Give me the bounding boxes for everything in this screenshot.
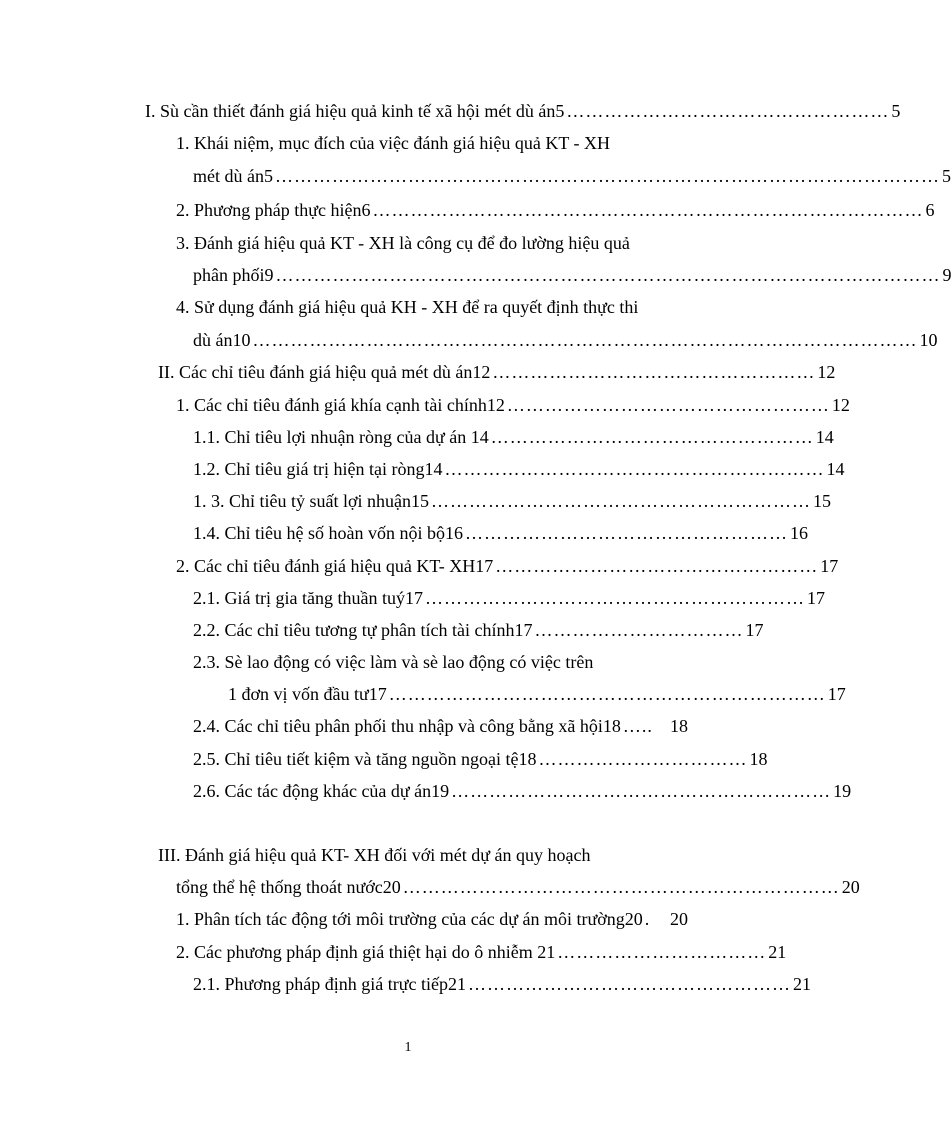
toc-entry-3-2-1	[193, 969, 811, 995]
toc-entry-text: 2.4. Các chỉ tiêu phân phối thu nhập và công bằng xã hội18	[193, 716, 621, 736]
toc-leader: ……………………………………………	[566, 101, 890, 121]
toc-leader: …..	[622, 716, 653, 736]
toc-page-number: 18	[670, 716, 688, 736]
toc-entry-1-3-cont	[193, 260, 952, 286]
toc-leader: ……………………………………………	[495, 556, 819, 576]
toc-page-number: 17	[806, 588, 825, 608]
toc-entry-text: 1. Các chỉ tiêu đánh giá khía cạnh tài chính12	[176, 395, 505, 415]
toc-entry-1-3	[176, 228, 630, 254]
toc-entry-text: 2. Các phương pháp định giá thiệt hại do ô nhiễm 21	[176, 942, 556, 962]
toc-page-number: 21	[768, 942, 787, 962]
toc-entry-text: III. Đánh giá hiệu quả KT- XH đối với mét dự án quy hoạch	[158, 845, 591, 865]
toc-page-number: 5	[891, 101, 901, 121]
toc-leader: ……………………………………………………	[444, 459, 825, 479]
toc-entry-text: 1.1. Chỉ tiêu lợi nhuận ròng của dự án 14	[193, 427, 489, 447]
toc-entry-1-4-cont	[193, 325, 938, 351]
toc-page-number: 17	[820, 556, 839, 576]
toc-page-number: 15	[813, 491, 832, 511]
toc-entry-text: I. Sù cần thiết đánh giá hiệu quả kinh tế xã hội mét dù án5	[145, 101, 565, 121]
toc-entry-text: 2.2. Các chỉ tiêu tương tự phân tích tài chính17	[193, 620, 533, 640]
toc-entry-text: 4. Sử dụng đánh giá hiệu quả KH - XH để ra quyết định thực thi	[176, 297, 639, 317]
toc-leader: ……………………………………………	[490, 427, 814, 447]
toc-entry-text: 1 đơn vị vốn đầu tư17	[228, 684, 387, 704]
toc-leader: ……………………………………………………………………………………………	[252, 330, 918, 350]
toc-entry-text: 1. 3. Chỉ tiêu tỷ suất lợi nhuận15	[193, 491, 430, 511]
toc-entry-2-1	[176, 390, 850, 416]
toc-page-number: 14	[826, 459, 845, 479]
toc-entry-2-1-2	[193, 454, 845, 480]
toc-page-number: 18	[749, 749, 768, 769]
toc-leader: ……………………………	[557, 942, 767, 962]
toc-leader: ……………………………	[534, 620, 744, 640]
toc-leader: ……………………………………………………	[431, 491, 812, 511]
toc-entry-text: 2.6. Các tác động khác của dự án19	[193, 781, 450, 801]
toc-page-number: 10	[919, 330, 938, 350]
toc-leader: ……………………………………………………………	[402, 877, 840, 897]
toc-page-number: 17	[745, 620, 764, 640]
toc-page-number: 12	[831, 395, 850, 415]
toc-entry-text: tổng thể hệ thống thoát nước20	[176, 877, 401, 897]
toc-page-number: 14	[815, 427, 834, 447]
toc-page-number: 17	[827, 684, 846, 704]
toc-entry-2-1-3	[193, 486, 832, 512]
toc-page-number: 21	[793, 974, 811, 994]
toc-entry-2-2-3	[193, 647, 593, 673]
toc-leader: ……………………………………………………………………………………………	[275, 265, 941, 285]
toc-leader: .	[644, 909, 651, 929]
toc-entry-text: 2.1. Phương pháp định giá trực tiếp21	[193, 974, 466, 994]
toc-entry-text: mét dù án5	[193, 166, 273, 186]
toc-page-number: 19	[833, 781, 852, 801]
toc-entry-2-2-1	[193, 583, 825, 609]
toc-entry-2-2-5	[193, 744, 768, 770]
toc-leader: ……………………………………………………………………………	[372, 200, 924, 220]
toc-entry-2-2-4	[193, 711, 688, 737]
toc-leader: ……………………………………………	[468, 974, 791, 994]
toc-entry-text: 2.1. Giá trị gia tăng thuần tuý17	[193, 588, 423, 608]
toc-entry-text: 1.2. Chỉ tiêu giá trị hiện tại ròng14	[193, 459, 443, 479]
toc-entry-3-1	[176, 904, 688, 930]
toc-page-number: 20	[841, 877, 860, 897]
toc-entry-text: 1.4. Chỉ tiêu hệ số hoàn vốn nội bộ16	[193, 523, 463, 543]
toc-leader: ……………………………………………	[464, 523, 788, 543]
toc-leader: ……………………………………………………	[451, 781, 832, 801]
toc-page-number: 5	[941, 166, 951, 186]
page-number: 1	[404, 1040, 412, 1055]
toc-page-number: 6	[925, 200, 935, 220]
toc-entry-text: 2.5. Chỉ tiêu tiết kiệm và tăng nguồn ngoại tệ18	[193, 749, 537, 769]
toc-entry-section-3-cont	[176, 872, 860, 898]
toc-entry-1-2	[176, 195, 935, 221]
toc-entry-2-2-2	[193, 615, 764, 641]
toc-entry-text: 2. Các chỉ tiêu đánh giá hiệu quả KT- XH17	[176, 556, 494, 576]
toc-entry-1-4	[176, 292, 638, 318]
toc-entry-text: 2. Phương pháp thực hiện6	[176, 200, 371, 220]
toc-entry-section-3	[158, 840, 591, 866]
toc-page-number: 16	[789, 523, 808, 543]
toc-entry-2-1-1	[193, 422, 834, 448]
toc-entry-text: 3. Đánh giá hiệu quả KT - XH là công cụ để đo lường hiệu quả	[176, 233, 630, 253]
toc-leader: ……………………………………………………………………………………………	[274, 166, 940, 186]
toc-page-number: 12	[817, 362, 836, 382]
toc-entry-text: II. Các chỉ tiêu đánh giá hiệu quả mét dù án12	[158, 362, 491, 382]
toc-entry-2-1-4	[193, 518, 808, 544]
toc-entry-section-2	[158, 357, 836, 383]
toc-leader: ……………………………………………………………	[388, 684, 826, 704]
toc-page-number: 9	[942, 265, 952, 285]
toc-leader: ……………………………	[538, 749, 748, 769]
toc-entry-text: dù án10	[193, 330, 251, 350]
toc-entry-3-2	[176, 937, 787, 963]
toc-leader: ……………………………………………………	[424, 588, 805, 608]
toc-entry-section-1	[145, 96, 901, 122]
toc-entry-2-2	[176, 551, 839, 577]
toc-entry-1-1-cont	[193, 161, 951, 187]
toc-entry-2-2-6	[193, 776, 852, 802]
toc-entry-1-1	[176, 128, 610, 154]
toc-leader: ……………………………………………	[492, 362, 816, 382]
toc-entry-text: 2.3. Sè lao động có việc làm và sè lao động có việc trên	[193, 652, 594, 672]
toc-leader: ……………………………………………	[506, 395, 830, 415]
toc-entry-2-2-3-cont	[228, 679, 846, 705]
toc-page-number: 20	[670, 909, 688, 929]
toc-entry-text: 1. Phân tích tác động tới môi trường của các dự án môi trường20	[176, 909, 643, 929]
toc-entry-text: 1. Khái niệm, mục đích của việc đánh giá hiệu quả KT - XH	[176, 133, 611, 153]
toc-entry-text: phân phối9	[193, 265, 274, 285]
